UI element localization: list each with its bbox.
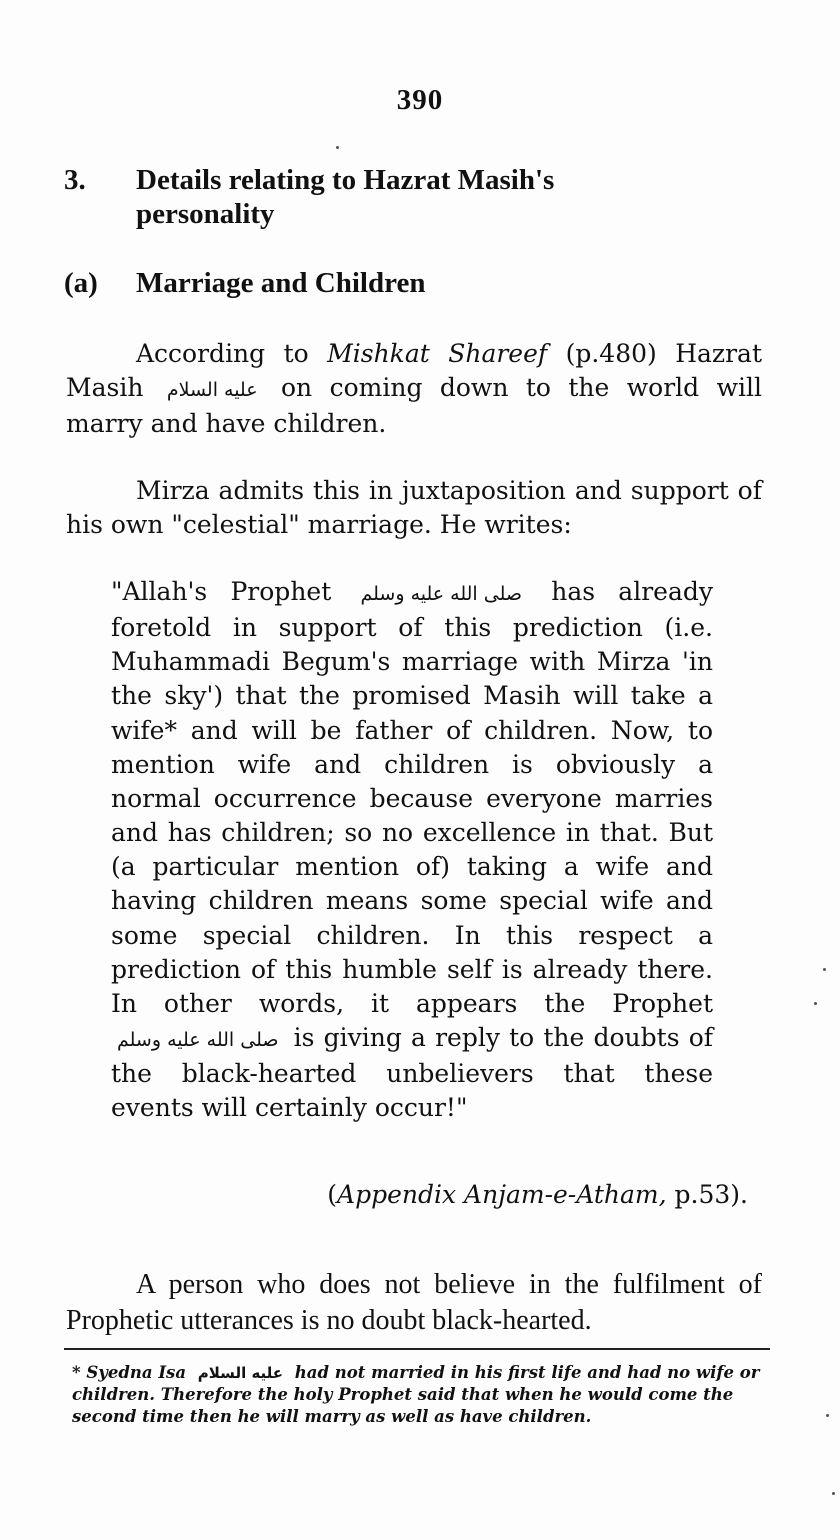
paragraph-text: A person who does not believe in the fulfilment of Prophetic utterances is no doubt black-hearted. <box>66 1269 762 1336</box>
footnote <box>72 1362 768 1428</box>
scan-speck <box>823 968 826 971</box>
citation-paren: ( <box>327 1180 338 1209</box>
arabic-salutation: صلى الله عليه وسلم <box>360 583 522 605</box>
scan-speck <box>826 1414 829 1417</box>
footnote-divider <box>64 1348 770 1350</box>
arabic-salutation: صلى الله عليه وسلم <box>117 1029 279 1052</box>
quote-citation <box>0 1180 748 1209</box>
footnote-text: * Syedna Isa <box>72 1363 192 1382</box>
footnote-text: had not married in his first life and had no wife or children. Therefore the holy Prophet said that when he would come the second time then he will marry as well as have children. <box>72 1363 760 1426</box>
paragraph-text: According to <box>136 339 328 368</box>
section-number: 3. <box>64 164 86 196</box>
citation-work: Appendix Anjam-e-Atham, <box>337 1180 667 1209</box>
paragraph-mirza-admits <box>66 474 762 542</box>
scan-speck <box>814 1002 817 1005</box>
quote-text: "Allah's Prophet <box>111 577 355 606</box>
scan-speck <box>336 146 339 149</box>
paragraph-conclusion <box>66 1267 762 1339</box>
page-number: 390 <box>396 84 444 116</box>
paragraph-text: on coming down to the world will marry and have children. <box>66 373 762 439</box>
arabic-salutation: عليه السلام <box>166 379 258 402</box>
paragraph-mishkat <box>66 337 762 442</box>
scan-speck <box>832 1492 835 1495</box>
subsection-title: Marriage and Children <box>136 267 426 299</box>
citation-page: p.53). <box>666 1180 748 1209</box>
section-title: Details relating to Hazrat Masih's personality <box>136 164 555 230</box>
source-title: Mishkat Shareef <box>327 339 548 368</box>
subsection-number: (a) <box>64 267 98 299</box>
paragraph-text: (p.480) Hazrat Masih <box>66 339 762 403</box>
paragraph-text: Mirza admits this in juxtaposition and support of his own "celestial" marriage. He writes: <box>66 476 762 540</box>
block-quote <box>111 575 713 1126</box>
quote-text: is giving a reply to the doubts of the black-hearted unbelievers that these events will certainly occur!" <box>111 1023 713 1123</box>
quote-text: has already foretold in support of this prediction (i.e. Muhammadi Begum's marriage with Mirza 'in the sky') that the promised Masih will take a wife* and will be father of children. Now, to mention wife and children is obviously a normal occurrence because everyone marries and has children; so no excellence in that. But (a particular mention of) taking a wife and having children means some special wife and some special children. In this respect a prediction of this humble self is already there. In other words, it appears the Prophet <box>111 577 713 1018</box>
arabic-salutation: عليه السلام <box>197 1364 284 1382</box>
